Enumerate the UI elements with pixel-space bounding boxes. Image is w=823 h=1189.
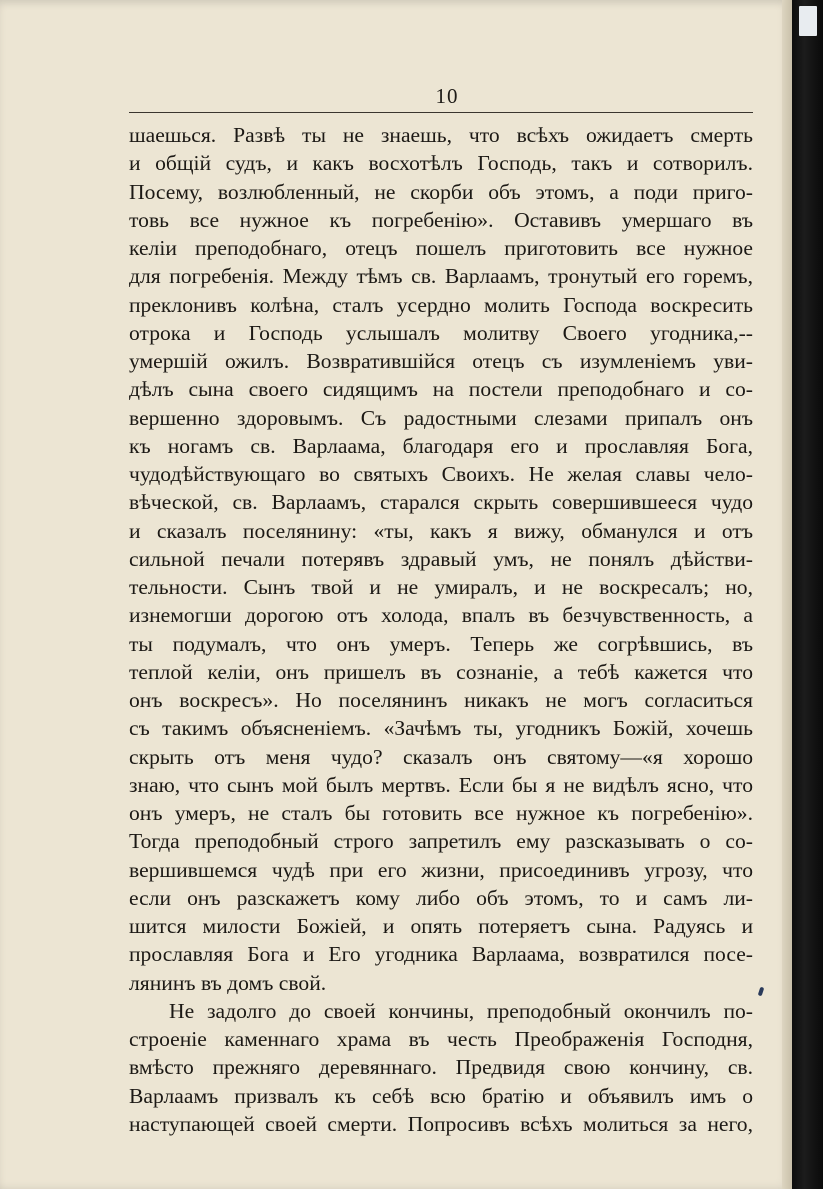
header-rule [129,112,753,113]
text-line: вершившемся чудѣ при его жизни, присоединивъ угрозу, что [129,857,753,882]
text-line: изнемогши дорогою отъ холода, впалъ въ безчувственность, а [129,603,753,628]
text-line: вѣческой, св. Варлаамъ, старался скрыть совершившееся чудо [129,490,753,515]
text-line: вершенно здоровымъ. Съ радостными слезами припалъ онъ [129,405,753,430]
text-line: Посему, возлюбленный, не скорби объ этомъ, а поди приго- [129,179,753,204]
text-line: прославляя Бога и Его угодника Варлаама, возвратился посе- [129,942,753,967]
body-text [129,121,753,1138]
text-line: онъ воскресъ». Но поселянинъ никакъ не могъ согласиться [129,688,753,712]
text-line-paragraph-end: лянинъ въ домъ свой. [129,970,327,995]
scanner-edge-strip [792,0,823,1189]
scanner-edge-marker [799,6,817,36]
text-line: преклонивъ колѣна, сталъ усердно молить Господа воскресить [129,292,753,317]
text-line: чудодѣйствующаго во святыхъ Своихъ. Не желая славы чело- [129,462,753,486]
text-line: съ такимъ объясненіемъ. «Зачѣмъ ты, угодникъ Божій, хочешь [129,716,753,741]
text-line: умершій ожилъ. Возвратившійся отецъ съ изумленіемъ уви- [129,349,753,373]
text-line: келіи преподобнаго, отецъ пошелъ приготовить все нужное [129,236,753,260]
text-line: шится милости Божіей, и опять потеряетъ сына. Радуясь и [129,914,753,938]
text-line: онъ умеръ, не сталъ бы готовить все нужное къ погребенію». [129,801,753,825]
page-gutter-shadow [782,0,792,1189]
text-line: вмѣсто прежняго деревяннаго. Предвидя свою кончину, св. [129,1055,753,1080]
text-line: дѣлъ сына своего сидящимъ на постели преподобнаго и со- [129,377,753,402]
text-line: если онъ разскажетъ кому либо объ этомъ, то и самъ ли- [129,885,753,910]
page-number: 10 [435,84,459,108]
text-line: сильной печали потерявъ здравый умъ, не понялъ дѣйстви- [129,546,753,571]
text-line: Варлаамъ призвалъ къ себѣ всю братію и объявилъ имъ о [129,1083,753,1108]
text-line: для погребенія. Между тѣмъ св. Варлаамъ, тронутый его горемъ, [129,264,753,289]
text-line: и сказалъ поселянину: «ты, какъ я вижу, обманулся и отъ [129,518,753,543]
text-line: строеніе каменнаго храма въ честь Преображенія Господня, [129,1027,753,1051]
text-line: теплой келіи, онъ пришелъ въ сознаніе, а тебѣ кажется что [129,659,753,684]
text-line: и общій судъ, и какъ восхотѣлъ Господь, такъ и сотворилъ. [129,151,753,176]
text-line: къ ногамъ св. Варлаама, благодаря его и прославляя Бога, [129,433,753,458]
text-line: знаю, что сынъ мой былъ мертвъ. Если бы я не видѣлъ ясно, что [129,772,753,797]
ink-speck-mark [758,987,765,997]
text-line: наступающей своей смерти. Попросивъ всѣхъ молиться за него, [129,1111,753,1136]
text-line: скрыть отъ меня чудо? сказалъ онъ святому—«я хорошо [129,744,753,769]
text-line: ты подумалъ, что онъ умеръ. Теперь же согрѣвшись, въ [129,631,753,656]
text-line: товь все нужное къ погребенію». Оставивъ умершаго въ [129,207,753,232]
text-line-paragraph-start: Не задолго до своей кончины, преподобный окончилъ по- [169,998,753,1023]
text-line: шаешься. Развѣ ты не знаешь, что всѣхъ ожидаетъ смерть [129,123,753,147]
text-line: Тогда преподобный строго запретилъ ему разсказывать о со- [129,829,753,854]
text-line: отрока и Господь услышалъ молитву Своего угодника,-- [129,320,753,345]
text-line: тельности. Сынъ твой и не умиралъ, и не воскресалъ; но, [129,575,753,599]
